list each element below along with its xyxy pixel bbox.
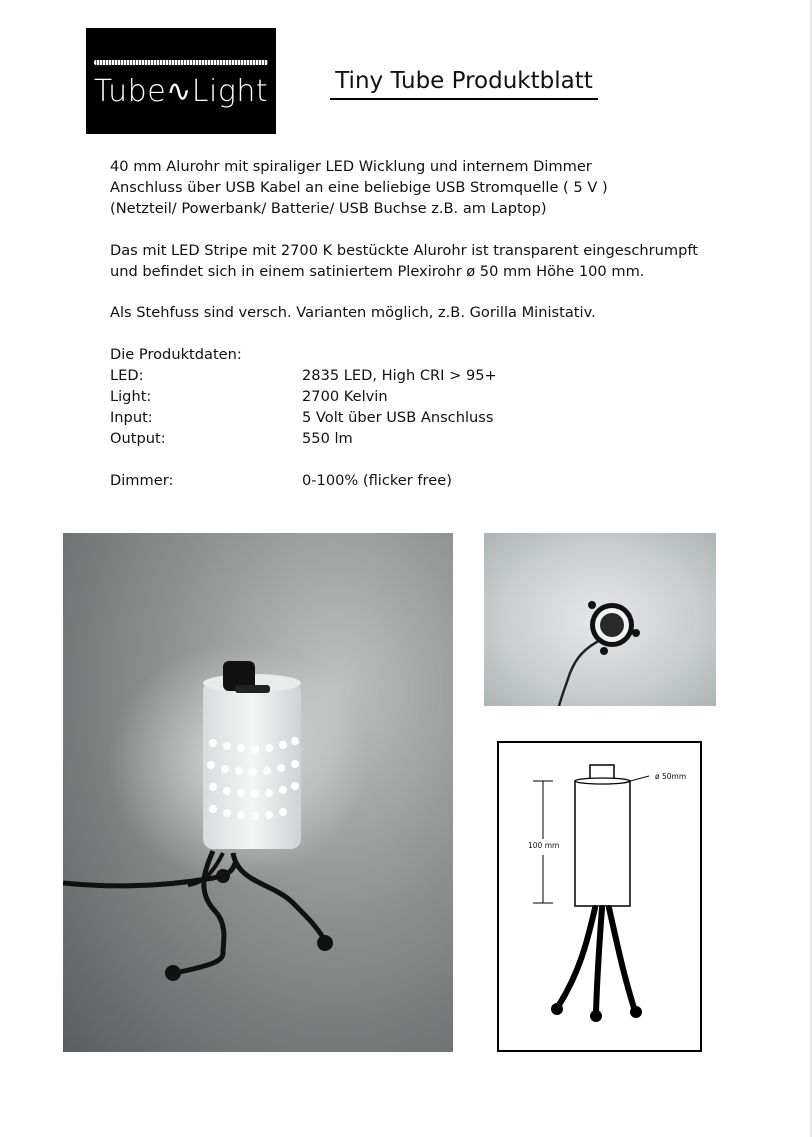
stand-note: Als Stehfuss sind versch. Varianten möglich, z.B. Gorilla Ministativ. [110,304,596,321]
spec-row-dimmer [110,470,497,491]
description-line: Das mit LED Stripe mit 2700 K bestückte Alurohr ist transparent eingeschrumpft [110,242,698,259]
spec-row-light [110,386,497,407]
spec-value: 2700 Kelvin [302,388,388,405]
product-specs [110,344,497,491]
diameter-label: ø 50mm [655,772,687,781]
height-label: 100 mm [528,841,560,850]
spec-row-led [110,365,497,386]
product-top-view-photo [484,533,716,706]
spec-label: Light: [110,388,152,405]
intro-line: 40 mm Alurohr mit spiraliger LED Wicklung und internem Dimmer [110,158,592,175]
logo-wordmark: Tube∿Light [93,74,269,109]
spec-row-input [110,407,497,428]
spec-value: 2835 LED, High CRI > 95+ [302,367,497,384]
spec-value: 550 lm [302,430,353,447]
intro-paragraph [110,156,608,219]
logo-led-stripe [94,60,268,65]
brand-logo [86,28,276,134]
spec-value: 0-100% (flicker free) [302,472,452,489]
spec-label: Output: [110,430,166,447]
description-paragraph [110,240,698,282]
description-line: und befindet sich in einem satiniertem Plexirohr ø 50 mm Höhe 100 mm. [110,263,645,280]
spec-value: 5 Volt über USB Anschluss [302,409,494,426]
intro-line: (Netzteil/ Powerbank/ Batterie/ USB Buchse z.B. am Laptop) [110,200,547,217]
specs-heading: Die Produktdaten: [110,346,242,363]
spec-row-output [110,428,497,449]
spec-label: Dimmer: [110,472,174,489]
dimension-diagram [497,741,702,1052]
spec-label: Input: [110,409,153,426]
intro-line: Anschluss über USB Kabel an eine beliebige USB Stromquelle ( 5 V ) [110,179,608,196]
product-photo [63,533,453,1052]
page-title: Tiny Tube Produktblatt [330,68,598,100]
spec-label: LED: [110,367,144,384]
